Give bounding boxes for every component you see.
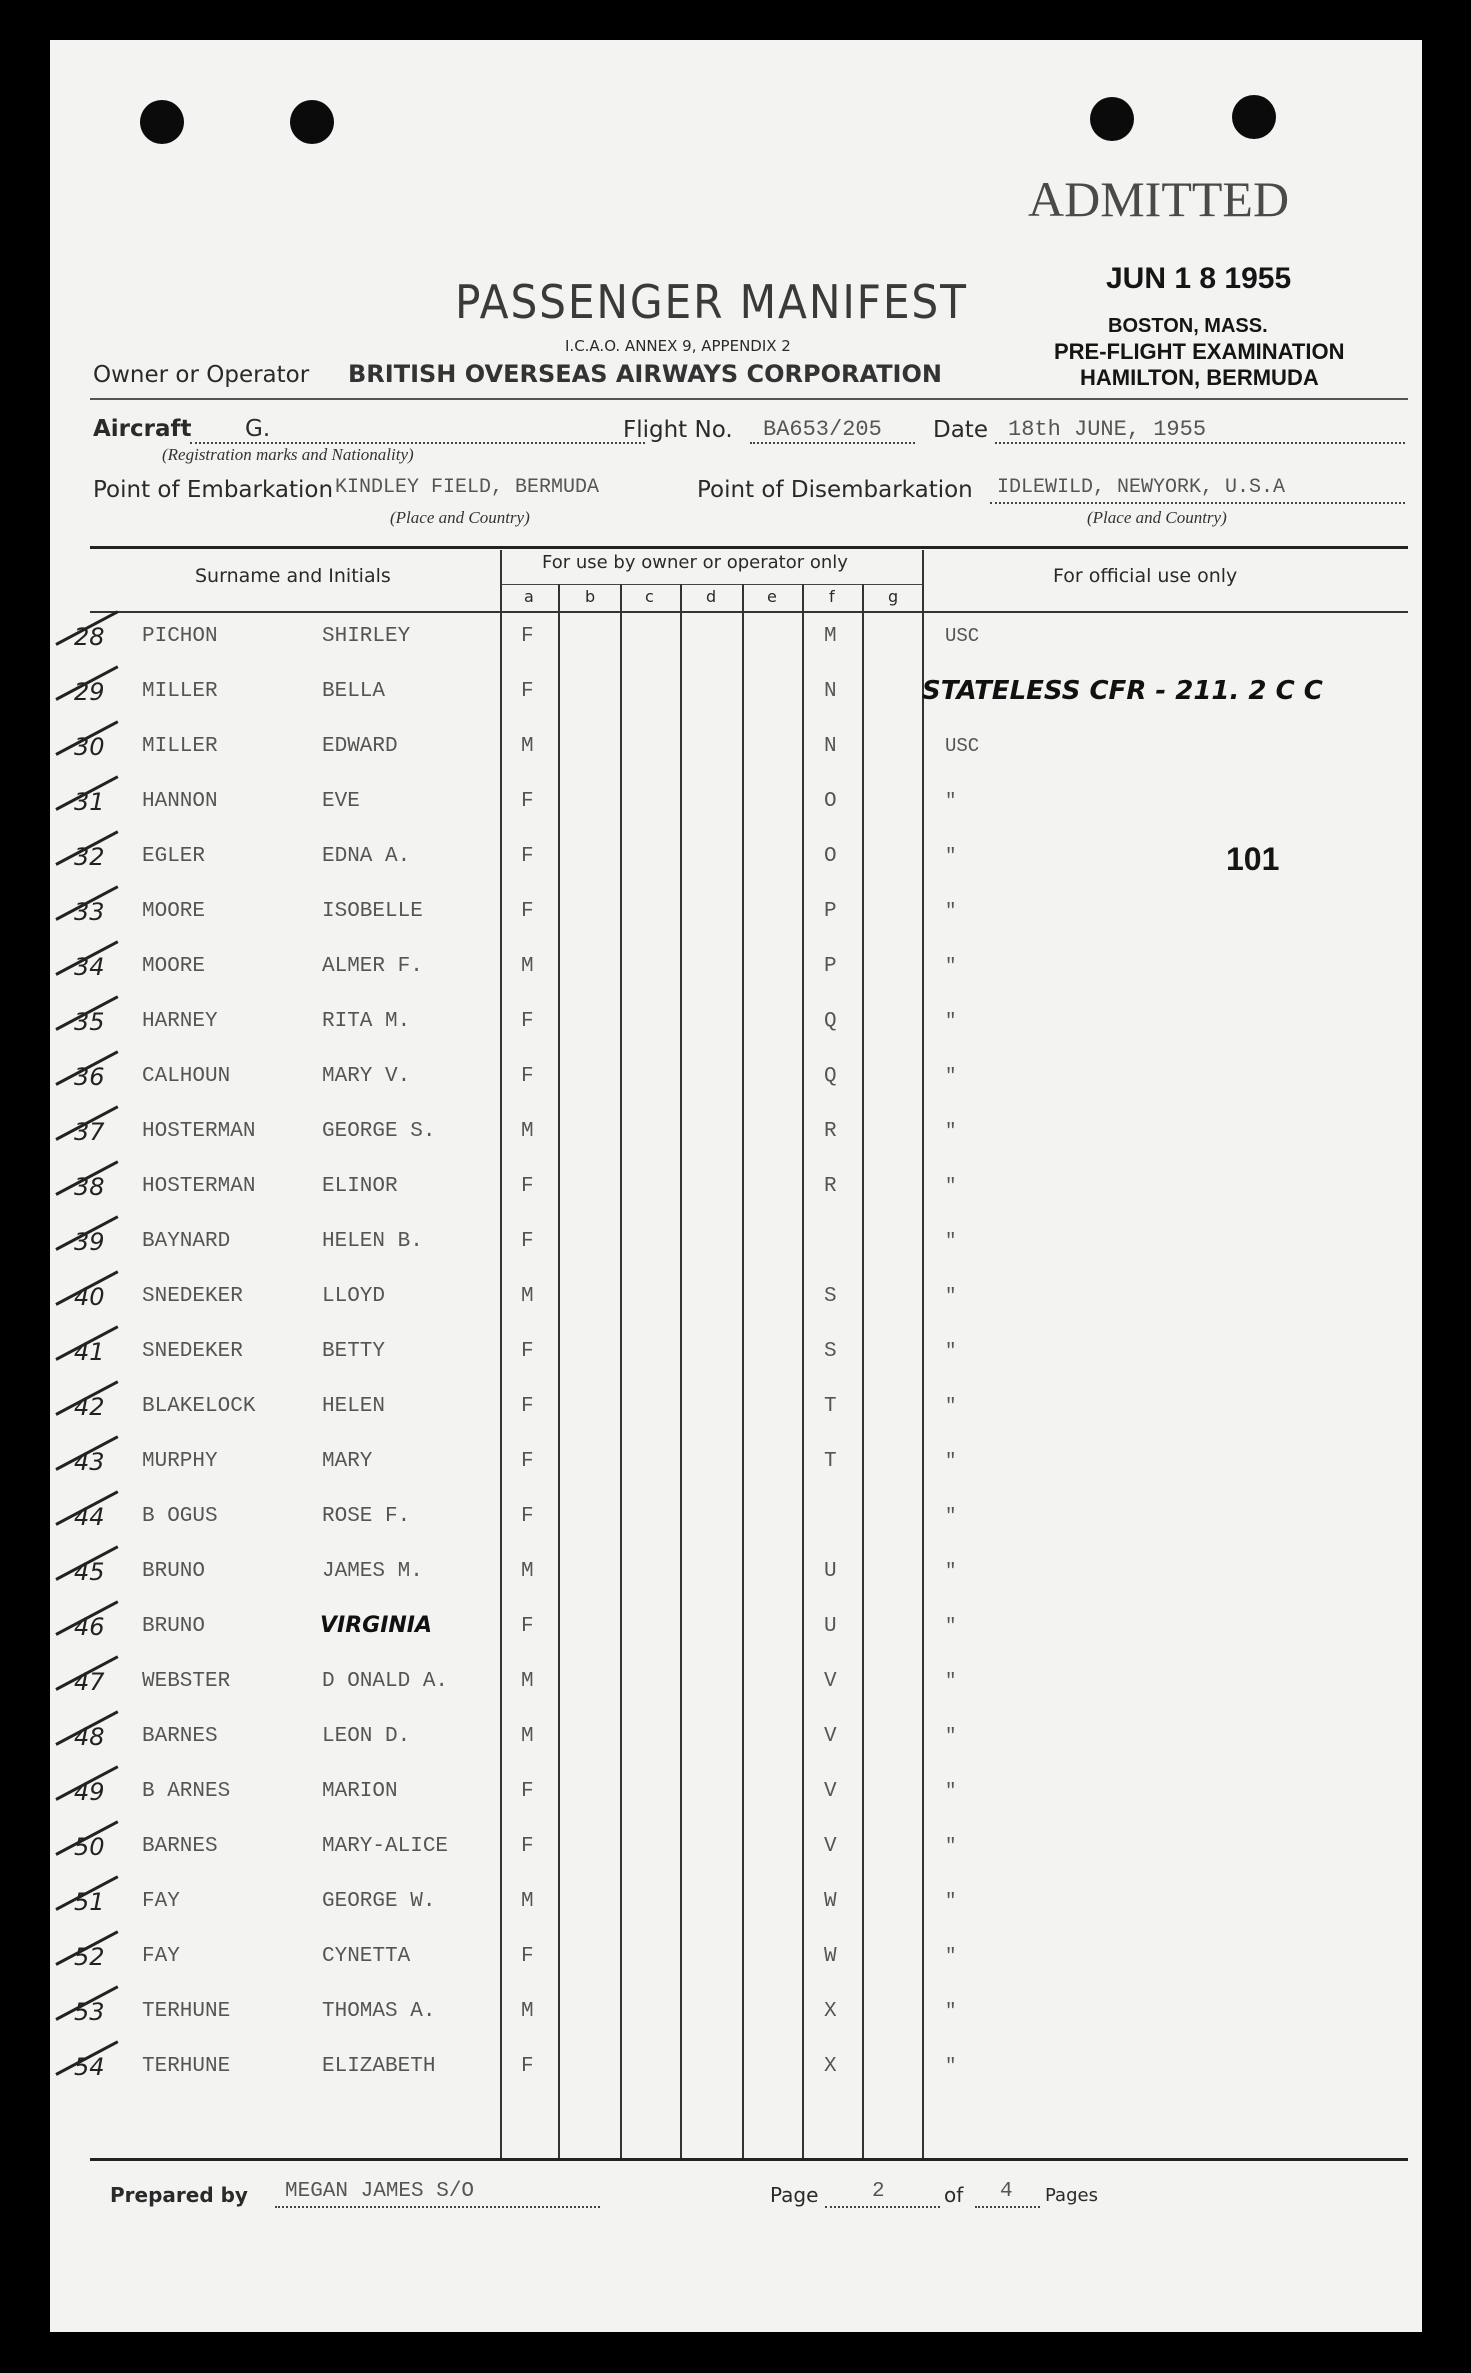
aircraft-label: Aircraft [93, 416, 192, 442]
row-official: " [945, 900, 957, 922]
row-official: " [945, 845, 957, 867]
subcol-header-rule [502, 584, 922, 585]
row-col-f: O [824, 790, 837, 813]
row-surname: HOSTERMAN [142, 1120, 256, 1143]
row-surname: SNEDEKER [142, 1340, 243, 1363]
table-row [50, 2055, 1422, 2110]
row-surname: EGLER [142, 845, 206, 868]
virginia-handwriting: VIRGINIA [320, 1613, 433, 1638]
subcol-c: c [645, 587, 654, 606]
row-given: EDNA A. [322, 845, 411, 868]
row-col-a: F [521, 1780, 534, 1803]
row-number: 30 [74, 733, 105, 761]
date-underline [995, 442, 1405, 444]
row-official: " [945, 1120, 957, 1142]
table-row [50, 900, 1422, 955]
table-row [50, 1560, 1422, 1615]
table-row [50, 1010, 1422, 1065]
row-number: 47 [74, 1668, 105, 1696]
row-col-f: P [824, 955, 837, 978]
page-underline [825, 2206, 940, 2208]
row-surname: BAYNARD [142, 1230, 231, 1253]
row-given: EDWARD [322, 735, 398, 758]
row-official: " [945, 790, 957, 812]
row-official: " [945, 1890, 957, 1912]
row-surname: PICHON [142, 625, 218, 648]
table-row [50, 625, 1422, 680]
row-col-f: W [824, 1945, 837, 1968]
row-number: 32 [74, 843, 105, 871]
row-official: " [945, 1945, 957, 1967]
row-col-a: F [521, 790, 534, 813]
table-row [50, 1120, 1422, 1175]
row-col-a: M [521, 735, 534, 758]
row-given: ELINOR [322, 1175, 398, 1198]
row-given: EVE [322, 790, 360, 813]
row-surname: MOORE [142, 955, 206, 978]
row-col-f: T [824, 1395, 837, 1418]
row-official: " [945, 1065, 957, 1087]
row-col-a: F [521, 1945, 534, 1968]
table-row [50, 845, 1422, 900]
table-row [50, 1835, 1422, 1890]
flight-underline [750, 442, 915, 444]
date-value: 18th JUNE, 1955 [1008, 417, 1207, 442]
row-given: GEORGE W. [322, 1890, 436, 1913]
of-label: of [944, 2183, 964, 2207]
row-given: ROSE F. [322, 1505, 411, 1528]
row-given: THOMAS A. [322, 2000, 436, 2023]
row-surname: BLAKELOCK [142, 1395, 256, 1418]
of-value: 4 [1000, 2180, 1013, 2203]
stamp-date: JUN 1 8 1955 [1106, 262, 1292, 295]
table-row [50, 1395, 1422, 1450]
row-surname: SNEDEKER [142, 1285, 243, 1308]
row-given: LEON D. [322, 1725, 411, 1748]
row-surname: B OGUS [142, 1505, 218, 1528]
table-row [50, 1505, 1422, 1560]
row-official: USC [945, 625, 980, 647]
row-given: GEORGE S. [322, 1120, 436, 1143]
col-name-header: Surname and Initials [195, 565, 391, 587]
row-col-f: V [824, 1835, 837, 1858]
row-surname: CALHOUN [142, 1065, 231, 1088]
row-col-f: U [824, 1560, 837, 1583]
table-row [50, 1285, 1422, 1340]
stateless-note: STATELESS CFR - 211. 2 C C [922, 676, 1323, 706]
row-number: 41 [74, 1338, 105, 1366]
row-surname: BARNES [142, 1725, 218, 1748]
flight-value: BA653/205 [763, 417, 882, 442]
row-surname: FAY [142, 1890, 180, 1913]
table-row [50, 1615, 1422, 1670]
row-official: " [945, 1615, 957, 1637]
row-col-a: F [521, 1450, 534, 1473]
row-official: " [945, 1560, 957, 1582]
row-number: 38 [74, 1173, 105, 1201]
row-official: " [945, 2055, 957, 2077]
row-official: " [945, 1395, 957, 1417]
row-col-f: X [824, 2055, 837, 2078]
table-bottom-rule [90, 2158, 1408, 2161]
row-given: HELEN B. [322, 1230, 423, 1253]
stamp-line3: HAMILTON, BERMUDA [1080, 365, 1319, 390]
row-number: 33 [74, 898, 105, 926]
row-col-a: F [521, 1065, 534, 1088]
row-col-f: Q [824, 1010, 837, 1033]
row-col-f: R [824, 1120, 837, 1143]
stamp-line2: PRE-FLIGHT EXAMINATION [1054, 339, 1345, 364]
table-row [50, 1945, 1422, 2000]
row-surname: WEBSTER [142, 1670, 231, 1693]
row-given: JAMES M. [322, 1560, 423, 1583]
row-surname: BRUNO [142, 1615, 206, 1638]
row-given: RITA M. [322, 1010, 411, 1033]
row-col-a: F [521, 1615, 534, 1638]
row-given: MARY V. [322, 1065, 411, 1088]
row-number: 31 [74, 788, 105, 816]
row-number: 34 [74, 953, 105, 981]
stamp-line1: BOSTON, MASS. [1108, 315, 1268, 337]
row-col-f: T [824, 1450, 837, 1473]
row-surname: TERHUNE [142, 2055, 231, 2078]
disembarkation-label: Point of Disembarkation [697, 477, 973, 503]
table-row [50, 1670, 1422, 1725]
row-number: 40 [74, 1283, 105, 1311]
disembarkation-underline [990, 502, 1405, 504]
row-number: 44 [74, 1503, 105, 1531]
embarkation-note: (Place and Country) [390, 508, 530, 527]
table-row [50, 1175, 1422, 1230]
row-official: " [945, 1340, 957, 1362]
aircraft-note: (Registration marks and Nationality) [162, 445, 414, 464]
row-surname: BRUNO [142, 1560, 206, 1583]
row-col-f: P [824, 900, 837, 923]
row-col-f: Q [824, 1065, 837, 1088]
row-col-a: F [521, 1340, 534, 1363]
punch-hole [290, 100, 334, 144]
row-number: 46 [74, 1613, 105, 1641]
row-col-a: F [521, 1175, 534, 1198]
table-row [50, 790, 1422, 845]
row-number: 29 [74, 678, 105, 706]
date-label: Date [933, 417, 988, 443]
row-surname: B ARNES [142, 1780, 231, 1803]
row-number: 42 [74, 1393, 105, 1421]
row-official: " [945, 1230, 957, 1252]
row-col-a: F [521, 1230, 534, 1253]
row-surname: MILLER [142, 680, 218, 703]
admitted-stamp: ADMITTED [1028, 171, 1290, 227]
row-surname: HARNEY [142, 1010, 218, 1033]
row-surname: MOORE [142, 900, 206, 923]
row-number: 37 [74, 1118, 105, 1146]
of-underline [975, 2206, 1040, 2208]
row-given: CYNETTA [322, 1945, 411, 1968]
row-number: 28 [74, 623, 105, 651]
row-col-f: U [824, 1615, 837, 1638]
row-col-a: M [521, 1725, 534, 1748]
row-col-a: F [521, 625, 534, 648]
row-given: SHIRLEY [322, 625, 411, 648]
row-col-f: V [824, 1725, 837, 1748]
row-surname: MILLER [142, 735, 218, 758]
row-number: 45 [74, 1558, 105, 1586]
row-official: USC [945, 735, 980, 757]
row-official: " [945, 1175, 957, 1197]
page-label: Page [770, 2183, 819, 2207]
row-official: " [945, 1010, 957, 1032]
row-surname: MURPHY [142, 1450, 218, 1473]
embarkation-value: KINDLEY FIELD, BERMUDA [335, 476, 600, 499]
aircraft-value: G. [245, 416, 271, 442]
row-given: LLOYD [322, 1285, 386, 1308]
row-col-a: F [521, 1835, 534, 1858]
row-official: " [945, 2000, 957, 2022]
owner-value: BRITISH OVERSEAS AIRWAYS CORPORATION [348, 360, 942, 388]
disembarkation-note: (Place and Country) [1087, 508, 1227, 527]
row-official: " [945, 1285, 957, 1307]
subcol-f: f [829, 587, 835, 606]
row-official: " [945, 1450, 957, 1472]
page-value: 2 [872, 2180, 885, 2203]
row-col-f: X [824, 2000, 837, 2023]
table-row [50, 2000, 1422, 2055]
subcol-b: b [585, 587, 596, 606]
row-col-f: M [824, 625, 837, 648]
disembarkation-value: IDLEWILD, NEWYORK, U.S.A [997, 476, 1286, 499]
row-surname: FAY [142, 1945, 180, 1968]
row-surname: TERHUNE [142, 2000, 231, 2023]
row-official: " [945, 1780, 957, 1802]
row-official: " [945, 955, 957, 977]
row-col-a: F [521, 845, 534, 868]
row-col-a: M [521, 1670, 534, 1693]
row-col-f: N [824, 735, 837, 758]
row-official: " [945, 1505, 957, 1527]
row-given: MARY [322, 1450, 373, 1473]
row-col-f: V [824, 1780, 837, 1803]
row-col-f: V [824, 1670, 837, 1693]
table-row [50, 1725, 1422, 1780]
page-subtitle: I.C.A.O. ANNEX 9, APPENDIX 2 [565, 337, 791, 355]
table-row [50, 1230, 1422, 1285]
row-number: 54 [74, 2053, 105, 2081]
row-surname: HOSTERMAN [142, 1175, 256, 1198]
row-official: " [945, 1725, 957, 1747]
owner-label: Owner or Operator [93, 362, 310, 388]
aircraft-underline [190, 442, 645, 444]
row-col-a: F [521, 1395, 534, 1418]
row-official: " [945, 1835, 957, 1857]
row-number: 52 [74, 1943, 105, 1971]
row-col-f: S [824, 1285, 837, 1308]
row-col-a: F [521, 1505, 534, 1528]
rule [90, 398, 1408, 400]
subcol-e: e [767, 587, 777, 606]
row-col-a: M [521, 1120, 534, 1143]
punch-hole [140, 100, 184, 144]
row-number: 48 [74, 1723, 105, 1751]
table-header-rule [90, 611, 1408, 613]
row-given: ELIZABETH [322, 2055, 436, 2078]
table-row [50, 1450, 1422, 1505]
row-given: BETTY [322, 1340, 386, 1363]
row-number: 49 [74, 1778, 105, 1806]
row-col-a: F [521, 900, 534, 923]
prepared-underline [275, 2206, 600, 2208]
row-col-f: W [824, 1890, 837, 1913]
subcol-a: a [524, 587, 534, 606]
table-row [50, 1780, 1422, 1835]
row-number: 36 [74, 1063, 105, 1091]
row-col-a: M [521, 1560, 534, 1583]
embarkation-label: Point of Embarkation [93, 477, 334, 503]
row-col-a: M [521, 1285, 534, 1308]
col-owner-header: For use by owner or operator only [542, 552, 848, 573]
prepared-label: Prepared by [110, 2183, 248, 2207]
row-given: D ONALD A. [322, 1670, 449, 1693]
table-top-rule [90, 546, 1408, 549]
row-col-f: N [824, 680, 837, 703]
row-col-a: F [521, 1010, 534, 1033]
row-number: 50 [74, 1833, 105, 1861]
prepared-value: MEGAN JAMES S/O [285, 2180, 475, 2203]
row-col-f: R [824, 1175, 837, 1198]
row-given: BELLA [322, 680, 386, 703]
col-official-header: For official use only [1053, 565, 1238, 587]
row-col-a: F [521, 2055, 534, 2078]
flight-label: Flight No. [623, 417, 733, 443]
page-title: PASSENGER MANIFEST [455, 275, 968, 329]
row-given: ISOBELLE [322, 900, 423, 923]
row-col-a: F [521, 680, 534, 703]
table-row [50, 1890, 1422, 1945]
row-col-f: S [824, 1340, 837, 1363]
row-surname: BARNES [142, 1835, 218, 1858]
row-col-a: M [521, 1890, 534, 1913]
punch-hole [1090, 97, 1134, 141]
row-number: 51 [74, 1888, 105, 1916]
table-row [50, 1340, 1422, 1395]
table-row [50, 735, 1422, 790]
stamp-number: 101 [1226, 841, 1280, 877]
row-col-a: M [521, 2000, 534, 2023]
manifest-sheet [50, 40, 1422, 2332]
punch-hole [1232, 95, 1276, 139]
table-row [50, 955, 1422, 1010]
row-given: MARION [322, 1780, 398, 1803]
pages-label: Pages [1045, 2185, 1098, 2206]
row-official: " [945, 1670, 957, 1692]
table-row [50, 1065, 1422, 1120]
row-given: ALMER F. [322, 955, 423, 978]
row-given: MARY-ALICE [322, 1835, 449, 1858]
row-number: 53 [74, 1998, 105, 2026]
subcol-g: g [888, 587, 899, 606]
row-number: 39 [74, 1228, 105, 1256]
row-number: 35 [74, 1008, 105, 1036]
row-number: 43 [74, 1448, 105, 1476]
subcol-d: d [706, 587, 717, 606]
row-given: HELEN [322, 1395, 386, 1418]
row-col-f: O [824, 845, 837, 868]
row-surname: HANNON [142, 790, 218, 813]
row-col-a: M [521, 955, 534, 978]
